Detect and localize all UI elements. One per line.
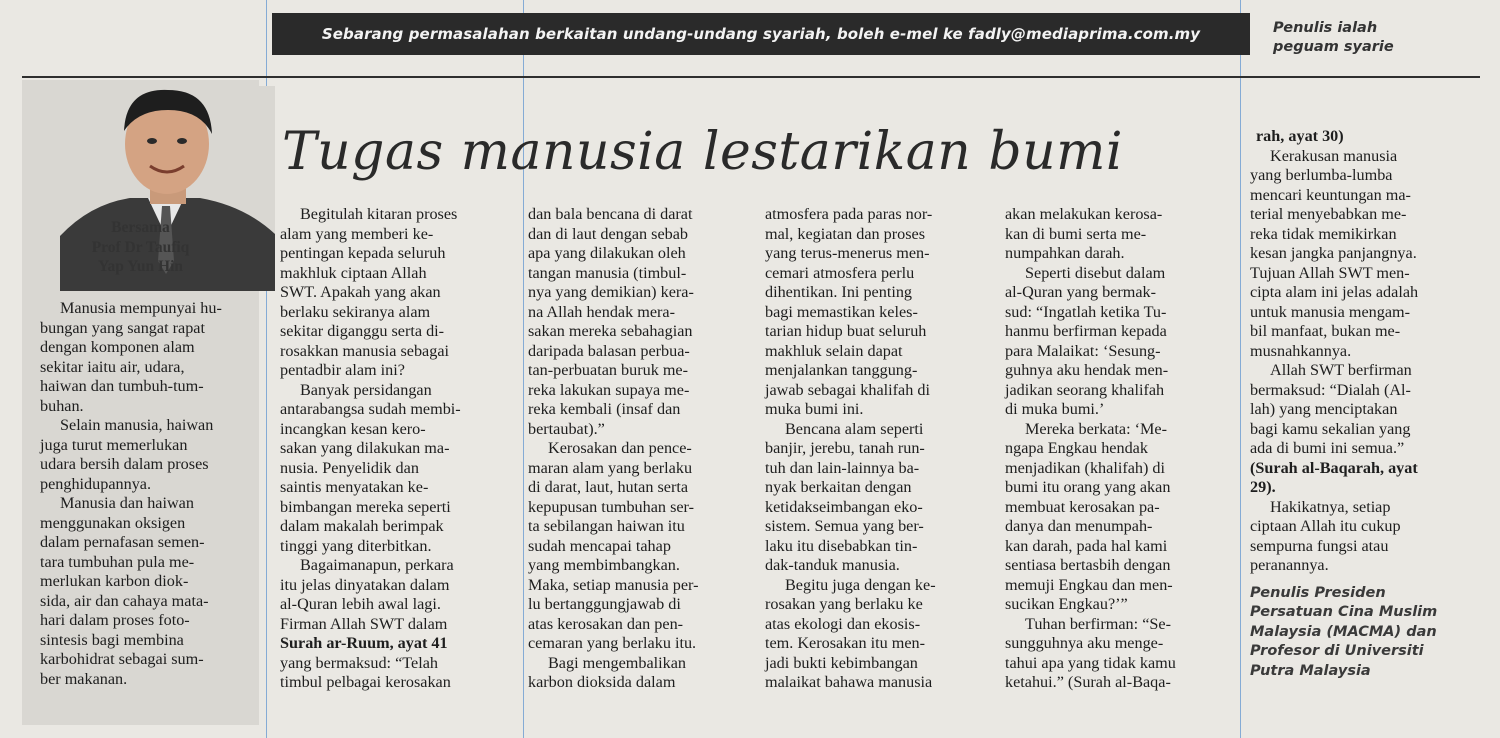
article-column-2 — [280, 205, 515, 693]
text-line: reka kembali (insaf dan — [528, 400, 681, 418]
text-line: incangkan kesan kero- — [280, 419, 426, 438]
text-line: nya yang demikian) kera- — [528, 283, 694, 301]
text-line: Bagi mengembalikan — [548, 653, 687, 672]
byline — [22, 218, 259, 277]
text-line: ber makanan. — [40, 669, 128, 688]
text-line: Firman Allah SWT dalam — [280, 614, 448, 633]
text-line: Bencana alam seperti — [785, 419, 924, 438]
text-line: atas ekologi dan ekosis- — [765, 614, 921, 633]
text-line: cemari atmosfera perlu — [765, 263, 915, 282]
text-line: Tujuan Allah SWT men- — [1250, 263, 1410, 282]
article-column-4 — [765, 205, 995, 693]
text-line: muka bumi ini. — [765, 400, 864, 418]
text-line: menggunakan oksigen — [40, 513, 186, 532]
text-line: sentiasa bertasbih dengan — [1005, 556, 1171, 574]
text-line: kepupusan tumbuhan ser- — [528, 497, 695, 516]
credit-line: Penulis Presiden — [1250, 584, 1386, 601]
text-line: Surah ar-Ruum, ayat 41 — [280, 634, 448, 652]
text-line: Allah SWT berfirman — [1270, 361, 1412, 379]
text-line: antarabangsa sudah membi- — [280, 400, 461, 418]
text-line: hanmu berfirman kepada — [1005, 322, 1167, 340]
text-line: ngapa Engkau hendak — [1005, 439, 1148, 457]
text-line: di muka bumi.’ — [1005, 400, 1105, 418]
text-line: apa yang dilakukan oleh — [528, 244, 686, 262]
text-line: reka tidak memikirkan — [1250, 224, 1397, 243]
text-line: al-Quran yang bermak- — [1005, 283, 1157, 301]
header-rule — [22, 76, 1480, 78]
text-line: Maka, setiap manusia per- — [528, 575, 699, 594]
text-line: ciptaan Allah itu cukup — [1250, 517, 1401, 535]
text-line: sudah mencapai tahap — [528, 536, 671, 555]
note-line: Penulis ialah — [1273, 20, 1378, 36]
text-line: Hakikatnya, setiap — [1270, 497, 1391, 516]
text-line: hari dalam proses foto- — [40, 611, 190, 629]
text-line: dalam pernafasan semen- — [40, 533, 205, 551]
text-line: kesan jangka panjangnya. — [1250, 244, 1417, 262]
credit-line: Putra Malaysia — [1250, 662, 1371, 679]
text-line: dan di laut dengan sebab — [528, 224, 689, 243]
text-line: daripada balasan perbua- — [528, 341, 690, 360]
text-line: Tuhan berfirman: “Se- — [1025, 614, 1171, 633]
author-name: Yap Yun Hin — [97, 258, 183, 275]
text-line: numpahkan darah. — [1005, 244, 1125, 262]
text-line: memuji Engkau dan men- — [1005, 575, 1173, 594]
text-line: penghidupannya. — [40, 474, 152, 493]
text-line: yang bermaksud: “Telah — [280, 653, 438, 672]
text-line: untuk manusia mengam- — [1250, 302, 1411, 321]
text-line: jawab sebagai khalifah di — [765, 380, 930, 399]
text-line: tan-perbuatan buruk me- — [528, 361, 689, 379]
text-line: na Allah hendak mera- — [528, 302, 675, 321]
text-line: mencari keuntungan ma- — [1250, 185, 1411, 204]
text-line: jadikan seorang khalifah — [1005, 380, 1165, 399]
text-line: yang berlumba-lumba — [1250, 166, 1393, 184]
text-line: ada di bumi ini semua.” — [1250, 439, 1405, 457]
text-line: tinggi yang diterbitkan. — [280, 536, 432, 555]
text-line: rah, ayat 30) — [1256, 127, 1344, 145]
text-line: haiwan dan tumbuh-tum- — [40, 377, 204, 395]
text-line: bimbangan mereka seperti — [280, 497, 451, 516]
article-column-3 — [528, 205, 753, 693]
text-line: tem. Kerosakan itu men- — [765, 634, 926, 652]
text-line: SWT. Apakah yang akan — [280, 283, 441, 301]
credit-line: Malaysia (MACMA) dan — [1250, 623, 1437, 640]
text-line: tarian hidup buat seluruh — [765, 322, 927, 340]
text-line: rosakan yang berlaku ke — [765, 595, 923, 613]
text-line: ketahui.” (Surah al-Baqa- — [1005, 673, 1171, 691]
text-line: makhluk ciptaan Allah — [280, 263, 427, 282]
article-column-5 — [1005, 205, 1237, 693]
text-line: sakan yang dilakukan ma- — [280, 439, 450, 457]
text-line: alam yang memberi ke- — [280, 224, 434, 243]
text-line: Banyak persidangan — [300, 380, 432, 399]
writer-note — [1273, 19, 1473, 57]
text-line: tangan manusia (timbul- — [528, 263, 687, 282]
text-line: nusia. Penyelidik dan — [280, 458, 419, 477]
text-line: pentingan kepada seluruh — [280, 244, 446, 262]
text-line: di darat, laut, hutan serta — [528, 478, 689, 496]
note-line: peguam syarie — [1273, 39, 1394, 55]
text-line: al-Quran lebih awal lagi. — [280, 595, 441, 613]
text-line: cipta alam ini jelas adalah — [1250, 283, 1419, 301]
text-line: tara tumbuhan pula me- — [40, 552, 195, 571]
text-line: malaikat bahawa manusia — [765, 673, 933, 691]
text-line: karbohidrat sebagai sum- — [40, 650, 204, 668]
text-line: Manusia dan haiwan — [60, 494, 194, 512]
text-line: bagi kamu sekalian yang — [1250, 419, 1411, 438]
text-line: sida, air dan cahaya mata- — [40, 591, 209, 610]
text-line: Kerakusan manusia — [1270, 146, 1398, 165]
text-line: pentadbir alam ini? — [280, 361, 405, 379]
text-line: akan melakukan kerosa- — [1005, 205, 1163, 223]
credit-line: Profesor di Universiti — [1250, 643, 1424, 659]
text-line: atmosfera pada paras nor- — [765, 205, 933, 223]
author-credit — [1250, 584, 1475, 682]
text-line: sungguhnya aku menge- — [1005, 634, 1164, 652]
text-line: sintesis bagi membina — [40, 630, 184, 649]
text-line: Mereka berkata: ‘Me- — [1025, 419, 1168, 438]
byline-line: Bersama — [111, 219, 170, 236]
text-line: maran alam yang berlaku — [528, 458, 693, 477]
credit-line: Persatuan Cina Muslim — [1250, 604, 1438, 620]
text-line: 29). — [1250, 478, 1276, 496]
text-line: sakan mereka sebahagian — [528, 322, 693, 340]
column-guide — [523, 0, 524, 738]
text-line: makhluk selain dapat — [765, 341, 903, 360]
text-line: ta sebilangan haiwan itu — [528, 517, 685, 535]
text-line: Kerosakan dan pence- — [548, 439, 692, 457]
text-line: (Surah al-Baqarah, ayat — [1250, 458, 1418, 477]
text-line: membuat kerosakan pa- — [1005, 497, 1160, 516]
text-line: sempurna fungsi atau — [1250, 536, 1389, 555]
article-column-1 — [40, 299, 255, 689]
text-line: Bagaimanapun, perkara — [300, 556, 454, 574]
author-name: Prof Dr Taufiq — [91, 238, 190, 256]
text-line: nyak berkaitan dengan — [765, 478, 912, 496]
text-line: terial menyebabkan me- — [1250, 205, 1407, 223]
text-line: peranannya. — [1250, 556, 1329, 574]
text-line: Begitu juga dengan ke- — [785, 575, 936, 594]
text-line: danya dan menumpah- — [1005, 517, 1153, 535]
text-line: dihentikan. Ini penting — [765, 283, 913, 301]
text-line: banjir, jerebu, tanah run- — [765, 439, 925, 457]
text-line: yang terus-menerus men- — [765, 244, 930, 262]
text-line: karbon dioksida dalam — [528, 673, 676, 691]
text-line: yang membimbangkan. — [528, 556, 680, 574]
email-banner — [272, 13, 1250, 55]
text-line: tahui apa yang tidak kamu — [1005, 653, 1176, 672]
text-line: bumi itu orang yang akan — [1005, 478, 1171, 496]
text-line: guhnya aku hendak men- — [1005, 361, 1169, 379]
text-line: bagi memastikan keles- — [765, 302, 918, 321]
text-line: tuh dan lain-lainnya ba- — [765, 458, 920, 477]
column-guide — [1240, 0, 1241, 738]
text-line: sekitar diganggu serta di- — [280, 322, 445, 340]
text-line: merlukan karbon diok- — [40, 572, 189, 590]
text-line: reka lakukan supaya me- — [528, 380, 690, 399]
text-line: lah) yang menciptakan — [1250, 400, 1398, 418]
text-line: bertaubat).” — [528, 419, 605, 438]
text-line: Selain manusia, haiwan — [60, 416, 214, 434]
text-line: menjadikan (khalifah) di — [1005, 458, 1166, 477]
article-title: Tugas manusia lestarikan bumi — [282, 122, 1124, 182]
text-line: timbul pelbagai kerosakan — [280, 673, 451, 691]
text-line: ketidakseimbangan eko- — [765, 497, 923, 516]
text-line: para Malaikat: ‘Sesung- — [1005, 341, 1161, 360]
text-line: musnahkannya. — [1250, 341, 1352, 360]
text-line: Begitulah kitaran proses — [300, 205, 458, 223]
text-line: dak-tanduk manusia. — [765, 556, 900, 574]
text-line: dan bala bencana di darat — [528, 205, 693, 223]
text-line: kan di bumi serta me- — [1005, 224, 1147, 243]
text-line: sistem. Semua yang ber- — [765, 517, 924, 535]
text-line: menjalankan tanggung- — [765, 361, 918, 379]
text-line: sucikan Engkau?’” — [1005, 595, 1128, 613]
text-line: Seperti disebut dalam — [1025, 263, 1166, 282]
text-line: itu jelas dinyatakan dalam — [280, 575, 450, 594]
text-line: kan darah, pada hal kami — [1005, 536, 1168, 555]
text-line: udara bersih dalam proses — [40, 455, 209, 473]
banner-text: Sebarang permasalahan berkaitan undang-undang syariah, boleh e-mel ke fadly@mediaprima.com.my — [321, 25, 1201, 43]
text-line: cemaran yang berlaku itu. — [528, 634, 697, 652]
text-line: juga turut memerlukan — [40, 435, 188, 454]
text-line: sud: “Ingatlah ketika Tu- — [1005, 302, 1167, 321]
text-line: saintis menyatakan ke- — [280, 478, 429, 496]
text-line: atas kerosakan dan pen- — [528, 614, 684, 633]
text-line: dengan komponen alam — [40, 338, 195, 356]
text-line: laku itu disebabkan tin- — [765, 536, 918, 555]
text-line: rosakkan manusia sebagai — [280, 341, 450, 360]
text-line: lu bertanggungjawab di — [528, 595, 681, 613]
text-line: berlaku sekiranya alam — [280, 302, 431, 321]
text-line: mal, kegiatan dan proses — [765, 224, 926, 243]
text-line: bungan yang sangat rapat — [40, 318, 205, 337]
text-line: jadi bukti kebimbangan — [765, 653, 918, 672]
text-line: sekitar iaitu air, udara, — [40, 357, 185, 376]
article-column-6 — [1250, 127, 1475, 681]
text-line: dalam makalah berimpak — [280, 517, 444, 535]
text-line: Manusia mempunyai hu- — [60, 299, 222, 317]
text-line: bermaksud: “Dialah (Al- — [1250, 380, 1411, 399]
text-line: bil manfaat, bukan me- — [1250, 322, 1401, 340]
text-line: buhan. — [40, 396, 84, 415]
